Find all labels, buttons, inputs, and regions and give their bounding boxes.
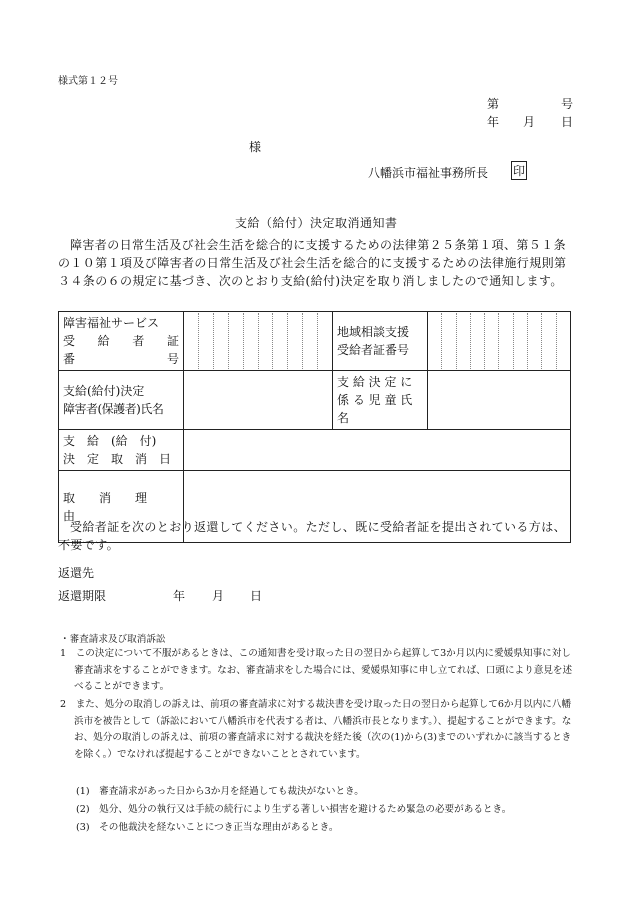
label-char: 証: [166, 334, 179, 348]
label-char: 給: [97, 334, 110, 348]
label-decision-person-name: [59, 371, 184, 430]
community-number-boxes[interactable]: [428, 312, 571, 371]
header-go: 号: [561, 97, 574, 111]
header-tsuki: 月: [523, 115, 536, 129]
label-char: 号: [166, 352, 179, 366]
note-2: [60, 697, 574, 763]
sub-item-3: (3) その他裁決を経ないことにつき正当な理由があるとき。: [76, 822, 339, 833]
label-cancellation-date: [59, 430, 184, 471]
header-hi: 日: [561, 115, 574, 129]
seal-mark: 印: [511, 161, 527, 180]
label-line: 支 給 (給 付): [63, 434, 157, 448]
label-child-name: [333, 371, 428, 430]
deadline-hi: 日: [250, 589, 263, 603]
label-community-support-number: [333, 312, 428, 371]
intro-paragraph: 障害者の日常生活及び社会生活を総合的に支援するための法律第２５条第１項、第５１条の１０第１項及び障害者の日常生活及び社会生活を総合的に支援するための法律施行規則第３４条の６の規定に基づき、次のとおり支給(給付)決定を取り消しましたので通知します。: [58, 238, 567, 288]
label-line: 障害福祉サービス: [63, 316, 160, 330]
label-line: 障害者(保護者)氏名: [63, 402, 164, 416]
label-char: 番: [63, 352, 76, 366]
sub-item-2: (2) 処分、処分の執行又は手続の続行により生ずる著しい損害を避けるため緊急の必要があるとき。: [76, 804, 512, 815]
label-line: 係 る 児 童 氏 名: [337, 393, 413, 425]
header-dai: 第: [487, 97, 500, 111]
label-service-recipient-number: [59, 312, 184, 371]
return-note: 受給者証を次のとおり返還してください。ただし、既に受給者証を提出されている方は、不要です。: [58, 520, 567, 552]
deadline-nen: 年: [173, 589, 186, 603]
form-number: 様式第１２号: [58, 76, 118, 87]
info-table: [58, 311, 571, 543]
return-to-label: 返還先: [58, 566, 95, 580]
label-line: 決 定 取 消 日: [63, 452, 172, 466]
label-char: 受: [63, 334, 76, 348]
label-char: 者: [132, 334, 145, 348]
note-2-text: 2 また、処分の取消しの訴えは、前項の審査請求に対する裁決書を受け取った日の翌日から起算して6か月以内に八幡浜市を被告として（訴訟において八幡浜市を代表する者は、八幡浜市長となります。）、提起することができます。なお、処分の取消しの訴えは、前項の審査請求に対する裁決を経た後（次の(1)から(3)までのいずれかに該当するときを除く。）でなければ提起することができないこととされています。: [60, 699, 572, 760]
header-nen: 年: [487, 115, 500, 129]
label-line: [63, 332, 179, 350]
note-1-text: 1 この決定について不服があるときは、この通知書を受け取った日の翌日から起算して3か月以内に愛媛県知事に対し審査請求をすることができます。なお、審査請求をした場合には、愛媛県知事に申し立てれば、口頭により意見を述べることができます。: [60, 648, 573, 692]
label-line: 受給者証番号: [337, 343, 410, 357]
issuer: 八幡浜市福祉事務所長: [368, 166, 489, 180]
deadline-tsuki: 月: [212, 589, 225, 603]
addressee-sama: 様: [249, 140, 262, 154]
decision-person-name-field[interactable]: [184, 371, 333, 430]
label-line: [63, 350, 179, 368]
label-line: 地域相談支援: [337, 325, 410, 339]
sub-item-1: (1) 審査請求があった日から3か月を経過しても裁決がないとき。: [76, 786, 364, 797]
child-name-field[interactable]: [428, 371, 571, 430]
note-1: [60, 646, 574, 696]
label-line: 支 給 決 定 に: [337, 375, 413, 389]
service-number-boxes[interactable]: [184, 312, 333, 371]
label-line: 支給(給付)決定: [63, 384, 145, 398]
notes-heading: ・審査請求及び取消訴訟: [60, 634, 166, 645]
return-deadline-label: 返還期限: [58, 589, 107, 603]
label-line: 取 消 理 由: [63, 490, 172, 523]
cancellation-date-field[interactable]: [184, 430, 571, 471]
document-title: 支給（給付）決定取消通知書: [235, 216, 398, 230]
